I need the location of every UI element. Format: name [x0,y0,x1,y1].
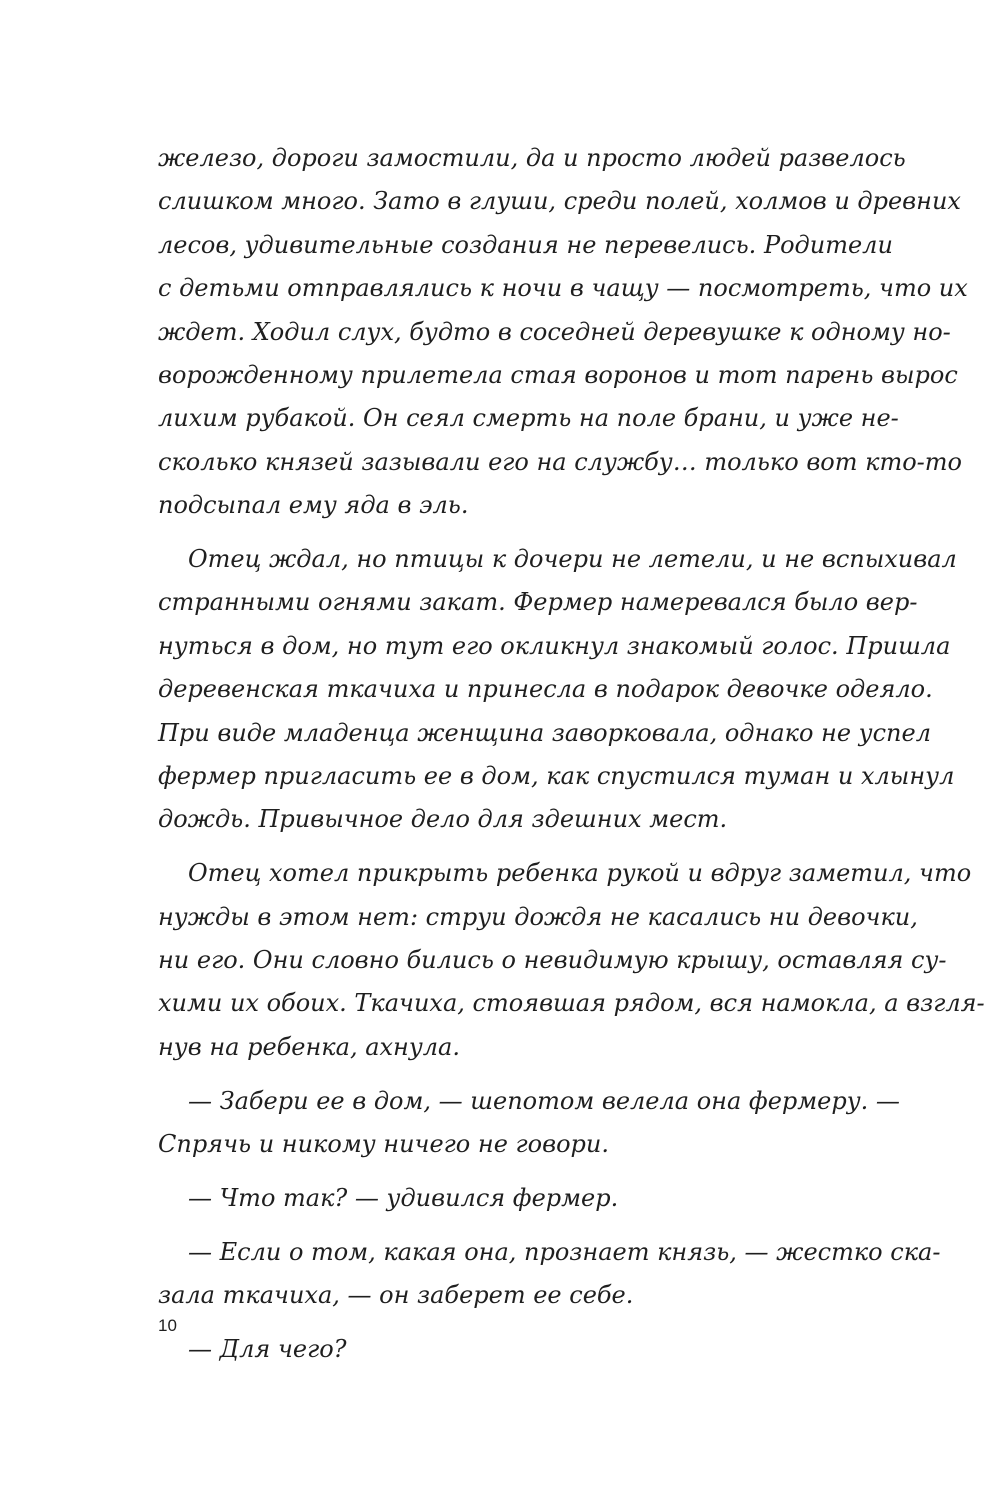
text-line: странными огнями закат. Фермер намеревался было вер- [158,588,918,617]
text-line: подсыпал ему яда в эль. [158,491,469,520]
dialogue-line: — Что так? — удивился фермер. [188,1183,619,1212]
text-line: нув на ребенка, ахнула. [158,1032,460,1061]
text-line: хими их обоих. Ткачиха, стоявшая рядом, вся намокла, а взгля- [158,989,985,1018]
text-line: нуться в дом, но тут его окликнул знакомый голос. Пришла [158,631,951,660]
dialogue-line: Спрячь и никому ничего не говори. [158,1130,609,1159]
text-line: ни его. Они словно бились о невидимую крышу, оставляя су- [158,946,947,975]
text-line: При виде младенца женщина заворковала, однако не успел [158,718,931,747]
text-line: слишком много. Зато в глуши, среди полей, холмов и древних [158,187,961,216]
page-text [158,137,985,1372]
dialogue-line: зала ткачиха, — он заберет ее себе. [158,1281,634,1310]
text-line: Отец хотел прикрыть ребенка рукой и вдруг заметил, что [188,859,972,888]
page-number: 10 [158,1316,177,1335]
dialogue-line: — Забери ее в дом, — шепотом велела она фермеру. — [188,1086,900,1115]
text-line: дождь. Привычное дело для здешних мест. [158,805,728,834]
text-line: фермер пригласить ее в дом, как спустился туман и хлынул [158,761,955,790]
text-line: ворожденному прилетела стая воронов и тот парень вырос [158,360,958,389]
dialogue-line: — Если о том, какая она, прознает князь, — жестко ска- [188,1237,941,1266]
text-line: с детьми отправлялись к ночи в чащу — посмотреть, что их [158,274,968,303]
text-line: железо, дороги замостили, да и просто людей развелось [158,144,906,172]
text-line: деревенская ткачиха и принесла в подарок девочке одеяло. [158,675,933,704]
text-line: Отец ждал, но птицы к дочери не летели, и не вспыхивал [188,545,957,574]
dialogue-line: — Для чего? [188,1335,347,1364]
text-line: лесов, удивительные создания не перевелись. Родители [158,230,893,259]
text-line: нужды в этом нет: струи дождя не касались ни девочки, [158,902,918,931]
text-line: сколько князей зазывали его на службу… только вот кто-то [158,447,962,476]
text-line: ждет. Ходил слух, будто в соседней деревушке к одному но- [158,317,951,346]
text-line: лихим рубакой. Он сеял смерть на поле брани, и уже не- [158,404,899,433]
